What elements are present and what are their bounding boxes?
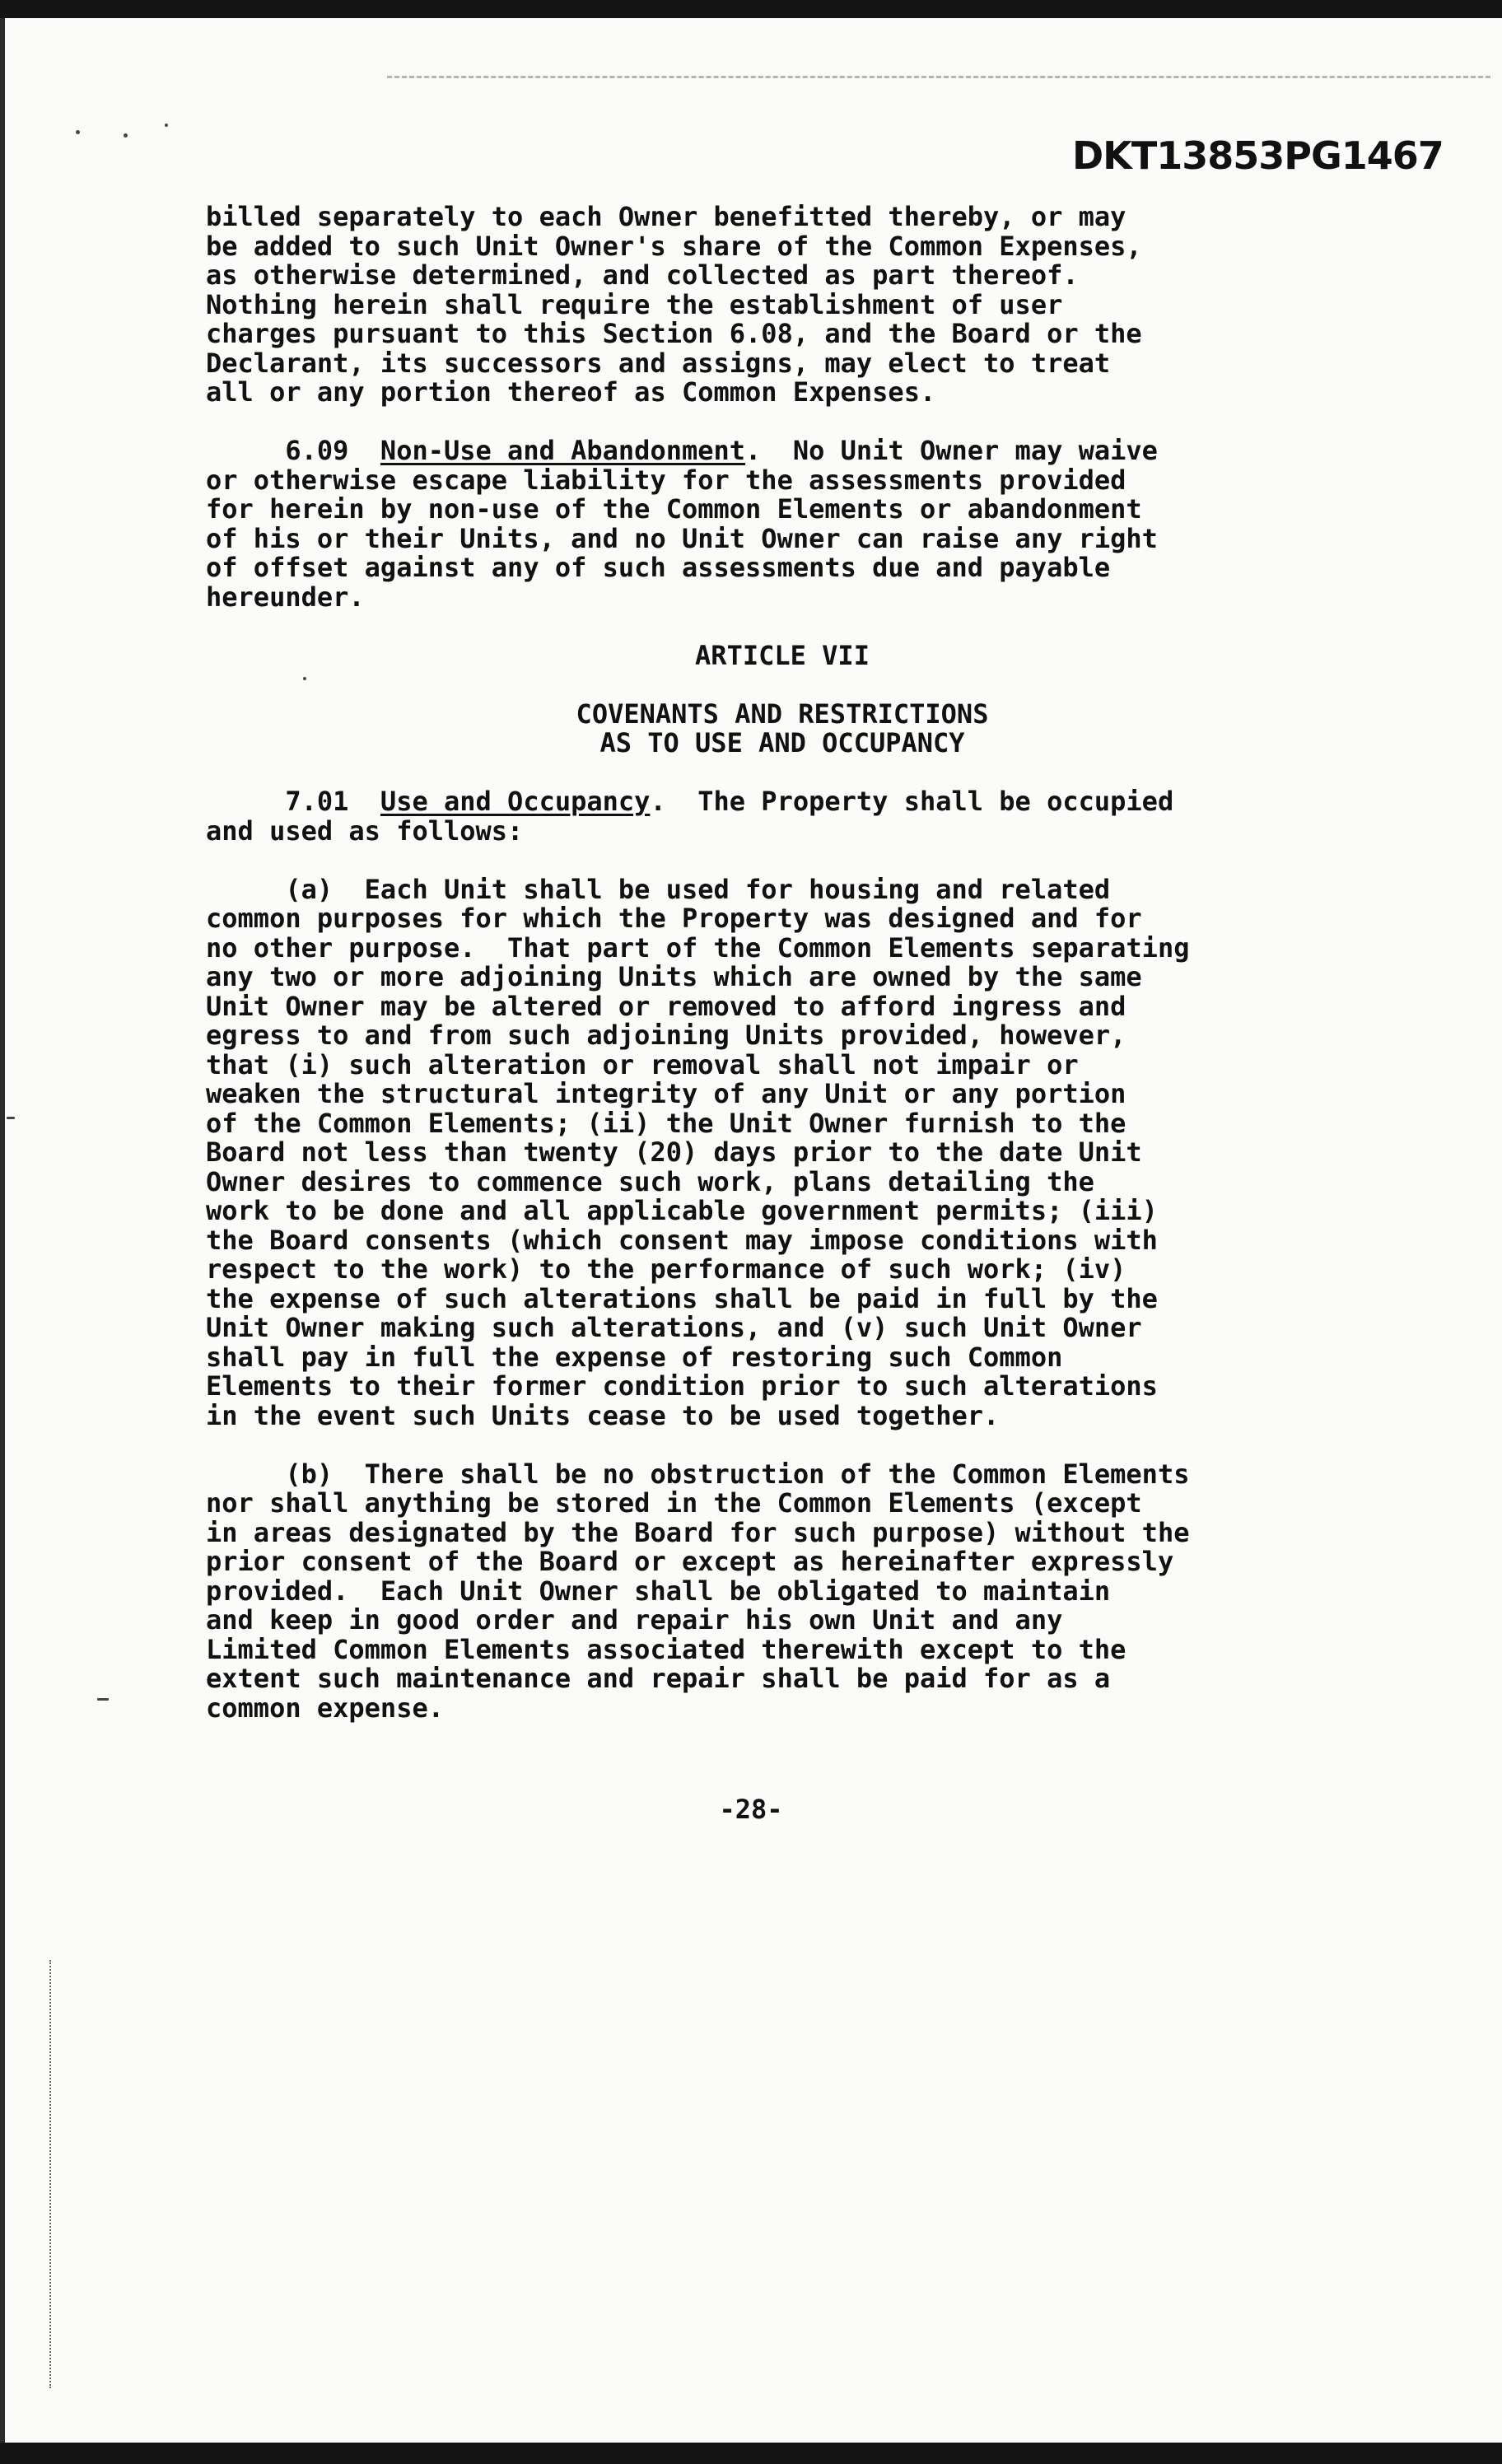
- text-line: of his or their Units, and no Unit Owner can raise any right: [206, 524, 1158, 553]
- scan-left-edge: [0, 18, 5, 2443]
- text-line: (a) Each Unit shall be used for housing and related: [206, 875, 1111, 904]
- text-line: work to be done and all applicable government permits; (iii): [206, 1197, 1158, 1226]
- article-number: ARTICLE VII: [695, 641, 870, 670]
- scan-speck: [97, 1698, 109, 1701]
- text-line: that (i) such alteration or removal shall not impair or: [206, 1050, 1079, 1080]
- section-title: Use and Occupancy: [380, 787, 651, 817]
- page-number: -28-: [719, 1794, 783, 1825]
- section-heading-line: [206, 787, 1359, 817]
- document-body: [206, 203, 1359, 1723]
- text-line: common expense.: [206, 1693, 444, 1723]
- text-line: as otherwise determined, and collected as part thereof.: [206, 261, 1079, 291]
- text-line: Elements to their former condition prior to such alterations: [206, 1372, 1158, 1402]
- text-line: common purposes for which the Property was designed and for: [206, 904, 1142, 934]
- text-line: extent such maintenance and repair shall be paid for as a: [206, 1664, 1111, 1694]
- paragraph-a: [206, 875, 1359, 1431]
- section-number: 6.09: [285, 436, 349, 466]
- section-text: . No Unit Owner may waive: [745, 436, 1158, 466]
- text-line: in areas designated by the Board for such purpose) without the: [206, 1518, 1190, 1547]
- text-line: all or any portion thereof as Common Expenses.: [206, 378, 936, 408]
- article-title-line2: AS TO USE AND OCCUPANCY: [599, 729, 965, 758]
- scan-margin-marks: [49, 1960, 56, 2388]
- section-6-09: [206, 436, 1359, 612]
- text-line: Unit Owner making such alterations, and (v) such Unit Owner: [206, 1314, 1142, 1343]
- paragraph-b: [206, 1460, 1359, 1724]
- scan-bottom-edge: [0, 2443, 1502, 2464]
- text-line: or otherwise escape liability for the assessments provided: [206, 465, 1126, 495]
- scan-artifact-dashes: [387, 76, 1490, 78]
- scan-top-edge: [0, 0, 1502, 18]
- text-line: egress to and from such adjoining Units provided, however,: [206, 1021, 1126, 1051]
- scan-speck: [7, 1117, 15, 1119]
- section-text: . The Property shall be occupied: [650, 787, 1174, 817]
- text-line: any two or more adjoining Units which are owned by the same: [206, 963, 1142, 992]
- text-line: the Board consents (which consent may impose conditions with: [206, 1225, 1158, 1255]
- text-line: of the Common Elements; (ii) the Unit Owner furnish to the: [206, 1108, 1126, 1138]
- text-line: Nothing herein shall require the establishment of user: [206, 290, 1063, 320]
- scan-speck: [76, 130, 80, 134]
- text-line: hereunder.: [206, 582, 365, 612]
- text-line: billed separately to each Owner benefitted thereby, or may: [206, 203, 1126, 232]
- scan-speck: [165, 124, 168, 127]
- section-title: Non-Use and Abandonment: [380, 436, 746, 466]
- text-line: the expense of such alterations shall be paid in full by the: [206, 1284, 1158, 1314]
- text-line: be added to such Unit Owner's share of the Common Expenses,: [206, 231, 1142, 261]
- text-line: and used as follows:: [206, 816, 524, 846]
- docket-stamp: DKT13853PG1467: [1072, 133, 1444, 178]
- text-line: for herein by non-use of the Common Elements or abandonment: [206, 495, 1142, 525]
- text-line: prior consent of the Board or except as hereinafter expressly: [206, 1547, 1174, 1577]
- text-line: no other purpose. That part of the Common Elements separating: [206, 933, 1190, 963]
- text-line: of offset against any of such assessments due and payable: [206, 553, 1111, 583]
- scan-speck: [124, 133, 128, 138]
- text-line: Board not less than twenty (20) days prior to the date Unit: [206, 1138, 1142, 1168]
- section-number: 7.01: [285, 787, 349, 817]
- text-line: and keep in good order and repair his own Unit and any: [206, 1606, 1063, 1636]
- text-line: respect to the work) to the performance of such work; (iv): [206, 1255, 1126, 1285]
- paragraph-continuation: [206, 203, 1359, 408]
- text-line: in the event such Units cease to be used together.: [206, 1401, 1000, 1430]
- text-line: shall pay in full the expense of restoring such Common: [206, 1342, 1063, 1372]
- text-line: charges pursuant to this Section 6.08, and the Board or the: [206, 320, 1142, 349]
- text-line: (b) There shall be no obstruction of the Common Elements: [206, 1459, 1190, 1489]
- text-line: weaken the structural integrity of any Unit or any portion: [206, 1080, 1126, 1109]
- text-line: Owner desires to commence such work, plans detailing the: [206, 1167, 1094, 1197]
- section-heading-line: [206, 436, 1359, 466]
- section-7-01: [206, 787, 1359, 846]
- text-line: Unit Owner may be altered or removed to afford ingress and: [206, 992, 1126, 1021]
- text-line: Declarant, its successors and assigns, may elect to treat: [206, 348, 1111, 378]
- article-title-line1: COVENANTS AND RESTRICTIONS: [576, 699, 989, 729]
- text-line: Limited Common Elements associated therewith except to the: [206, 1635, 1126, 1664]
- text-line: nor shall anything be stored in the Common Elements (except: [206, 1489, 1142, 1519]
- text-line: provided. Each Unit Owner shall be obligated to maintain: [206, 1576, 1111, 1606]
